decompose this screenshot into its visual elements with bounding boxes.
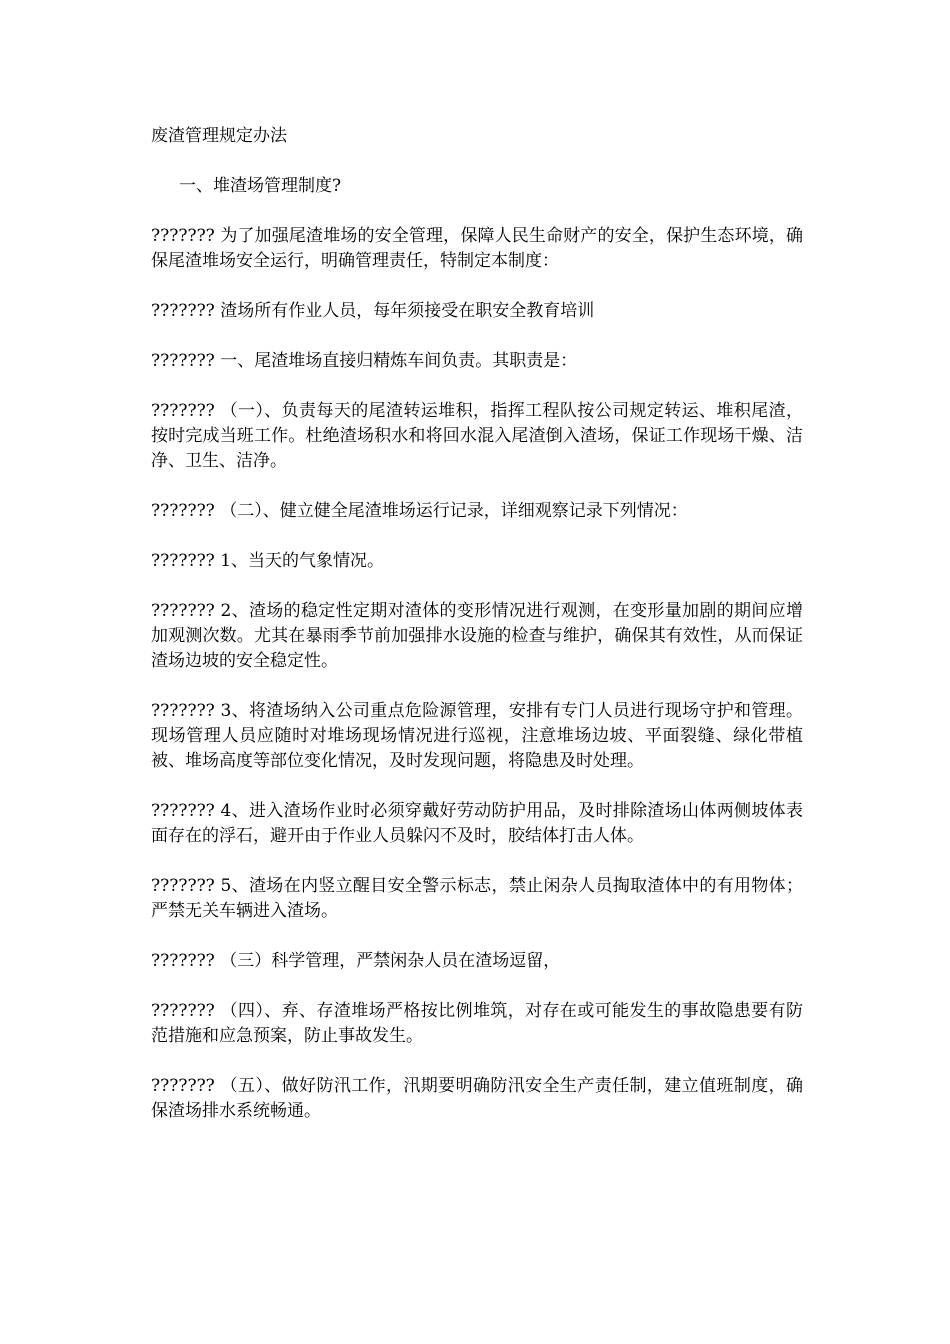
paragraph-training: ??????? 渣场所有作业人员，每年须接受在职安全教育培训 [151, 301, 595, 321]
paragraph-responsibility: ??????? 一、尾渣堆场直接归精炼车间负责。其职责是： [151, 351, 578, 371]
paragraph-subitem-1: ??????? 1、当天的气象情况。 [151, 551, 385, 571]
section-heading: 一、堆渣场管理制度? [179, 176, 342, 196]
paragraph-item-4: ??????? （四）、弃、存渣堆场严格按比例堆筑，对存在或可能发生的事故隐患要有防范措施和应急预案，防止事故发生。 [151, 1001, 803, 1046]
paragraph-item-3: ??????? （三）科学管理，严禁闲杂人员在渣场逗留， [151, 951, 561, 971]
paragraph-item-1: ??????? （一）、负责每天的尾渣转运堆积，指挥工程队按公司规定转运、堆积尾渣，按时完成当班工作。杜绝渣场积水和将回水混入尾渣倒入渣场，保证工作现场干燥、洁净、卫生、洁净。 [151, 401, 803, 471]
document-body [151, 124, 803, 1149]
paragraph-item-2: ??????? （二）、健立健全尾渣堆场运行记录，详细观察记录下列情况： [151, 501, 688, 521]
paragraph-subitem-5: ??????? 5、渣场在内竖立醒目安全警示标志，禁止闲杂人员掏取渣体中的有用物体；严禁无关车辆进入渣场。 [151, 876, 803, 921]
paragraph-subitem-2: ??????? 2、渣场的稳定性定期对渣体的变形情况进行观测，在变形量加剧的期间应增加观测次数。尤其在暴雨季节前加强排水设施的检查与维护，确保其有效性，从而保证渣场边坡的安全稳定性。 [151, 601, 803, 671]
paragraph-subitem-3: ??????? 3、将渣场纳入公司重点危险源管理，安排有专门人员进行现场守护和管理。现场管理人员应随时对堆场现场情况进行巡视，注意堆场边坡、平面裂缝、绿化带植被、堆场高度等部位变化情况，及时发现问题，将隐患及时处理。 [151, 701, 803, 771]
paragraph-item-5: ??????? （五）、做好防汛工作，汛期要明确防汛安全生产责任制，建立值班制度，确保渣场排水系统畅通。 [151, 1076, 803, 1121]
paragraph-subitem-4: ??????? 4、进入渣场作业时必须穿戴好劳动防护用品，及时排除渣场山体两侧坡体表面存在的浮石，避开由于作业人员躲闪不及时，胶结体打击人体。 [151, 801, 803, 846]
document-title: 废渣管理规定办法 [151, 126, 287, 146]
paragraph-intro: ??????? 为了加强尾渣堆场的安全管理，保障人民生命财产的安全，保护生态环境，确保尾渣堆场安全运行，明确管理责任，特制定本制度： [151, 226, 803, 271]
